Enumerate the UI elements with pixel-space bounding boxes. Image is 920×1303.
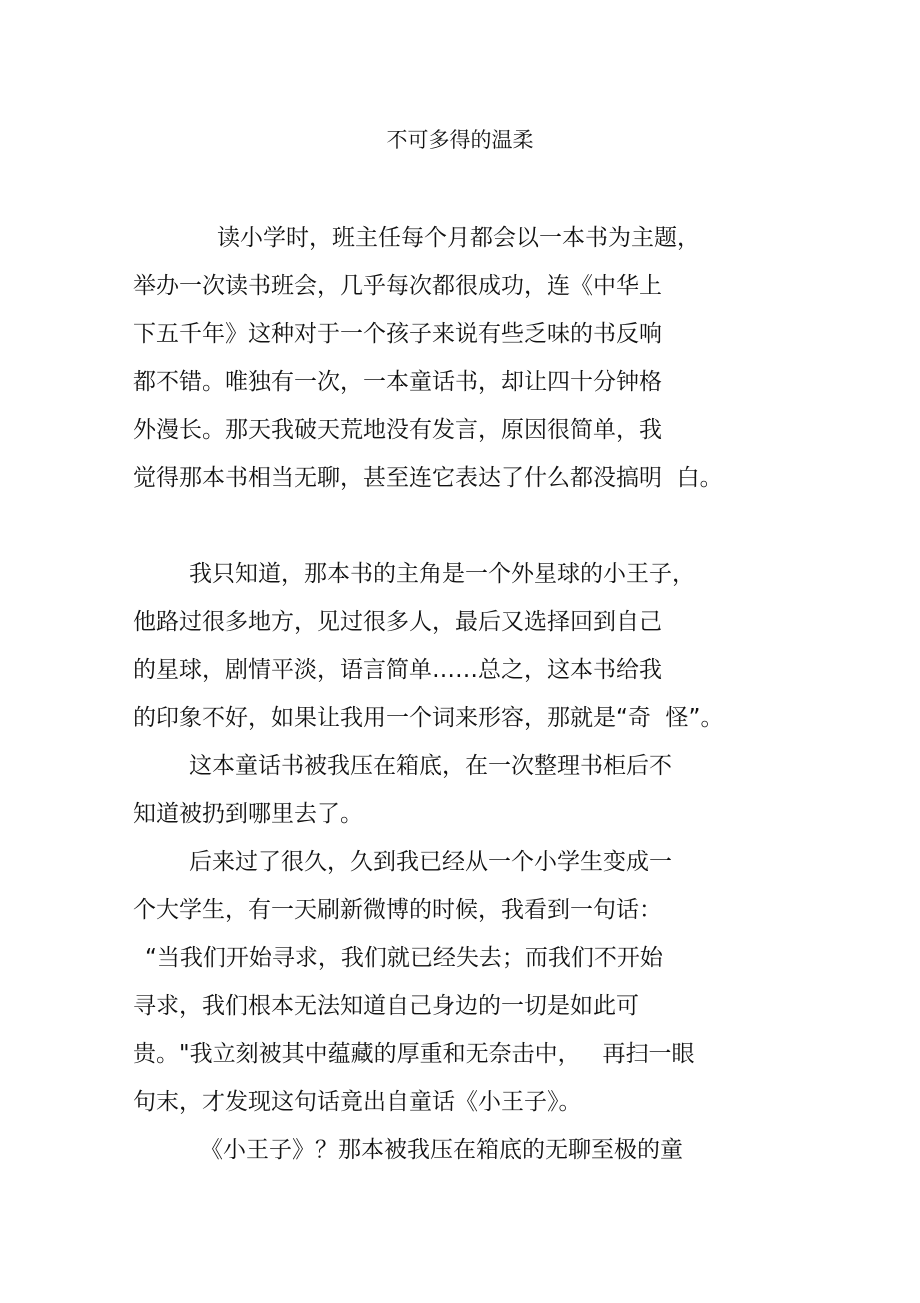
- paragraph-line: 的星球，剧情平淡，语言简单……总之，这本书给我: [133, 657, 662, 683]
- paragraph-line: 都不错。唯独有一次，一本童话书，却让四十分钟格: [133, 369, 662, 395]
- paragraph-line: 知道被扔到哪里去了。: [133, 801, 363, 827]
- paragraph-line: “当我们开始寻求，我们就已经失去；而我们不开始: [145, 945, 663, 971]
- paragraph-line: 外漫长。那天我破天荒地没有发言，原因很简单，我: [133, 417, 662, 443]
- paragraph-line: 的印象不好，如果让我用一个词来形容，那就是“奇 怪”。: [133, 705, 724, 731]
- document-title: 不可多得的温柔: [386, 128, 534, 152]
- paragraph-line: 后来过了很久，久到我已经从一个小学生变成一: [189, 849, 672, 875]
- paragraph-line: 《小王子》？那本被我压在箱底的无聊至极的童: [200, 1137, 683, 1163]
- paragraph-line: 我只知道，那本书的主角是一个外星球的小王子，: [189, 561, 695, 587]
- paragraph-line: 下五千年》这种对于一个孩子来说有些乏味的书反响: [133, 321, 662, 347]
- paragraph-line: 读小学时，班主任每个月都会以一本书为主题，: [217, 225, 700, 251]
- paragraph-line: 句末，才发现这句话竟出自童话《小王子》。: [133, 1089, 582, 1115]
- paragraph-line: 这本童话书被我压在箱底，在一次整理书柜后不: [189, 753, 672, 779]
- paragraph-line: 寻求，我们根本无法知道自己身边的一切是如此可: [133, 993, 639, 1019]
- paragraph-line: 觉得那本书相当无聊，甚至连它表达了什么都没搞明 白。: [133, 465, 723, 491]
- paragraph-line: 贵。"我立刻被其中蕴藏的厚重和无奈击中， 再扫一眼: [133, 1041, 695, 1067]
- paragraph-line: 他路过很多地方，见过很多人，最后又选择回到自己: [133, 609, 662, 635]
- paragraph-line: 举办一次读书班会，几乎每次都很成功，连《中华上: [133, 273, 662, 299]
- paragraph-line: 个大学生，有一天刷新微博的时候，我看到一句话：: [133, 897, 662, 923]
